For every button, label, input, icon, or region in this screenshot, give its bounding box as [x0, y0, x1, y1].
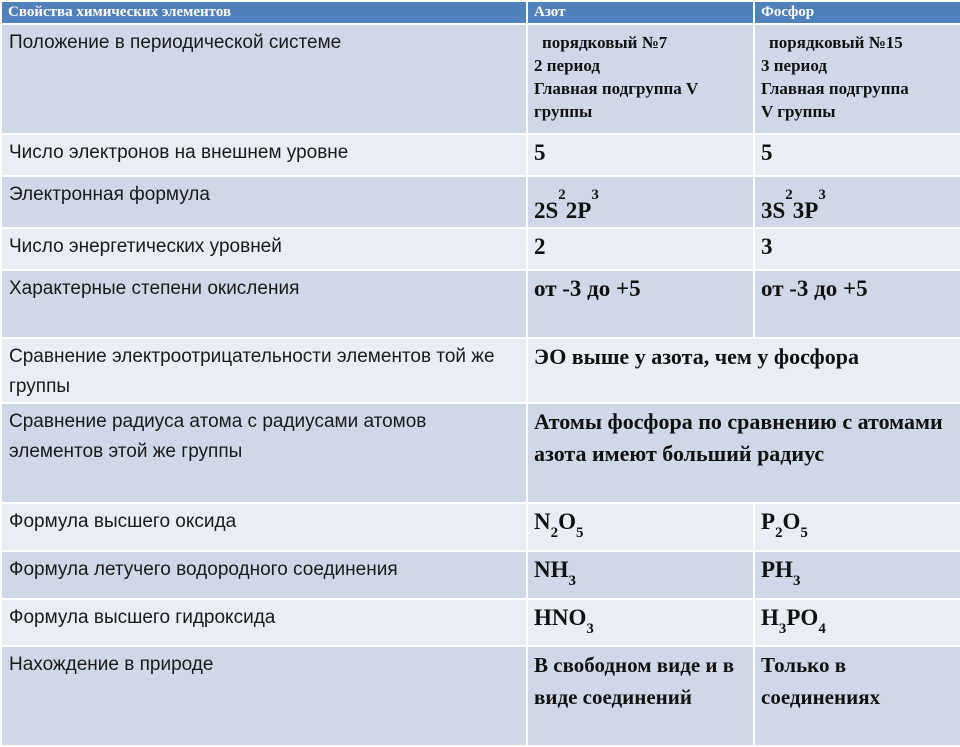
row-hydride	[1, 551, 960, 599]
label-formula: Электронная формула	[1, 176, 527, 228]
label-radius: Сравнение радиуса атома с радиусами атомов элементов этой же группы	[1, 403, 527, 503]
row-nature	[1, 646, 960, 746]
formula-part: 3P	[792, 198, 819, 224]
nitrogen-number: порядковый №7	[542, 33, 668, 52]
formula-sub: 2	[775, 525, 783, 542]
header-properties: Свойства химических элементов	[1, 1, 527, 24]
formula-part: 2P	[565, 198, 592, 224]
electronegativity-value: ЭО выше у азота, чем у фосфора	[527, 338, 960, 403]
formula-part: P	[761, 509, 776, 535]
nitrogen-hydride	[527, 551, 754, 599]
row-position	[1, 24, 960, 134]
label-electrons: Число электронов на внешнем уровне	[1, 134, 527, 176]
nitrogen-hydroxide	[527, 599, 754, 646]
formula-part: PH	[761, 557, 793, 583]
formula-sup: 3	[591, 187, 599, 203]
label-hydroxide: Формула высшего гидроксида	[1, 599, 527, 646]
formula-part: PO	[786, 605, 819, 631]
nitrogen-electrons: 5	[527, 134, 754, 176]
phosphorus-oxidation: от -3 до +5	[754, 270, 960, 338]
row-hydroxide	[1, 599, 960, 646]
formula-sup: 2	[558, 187, 566, 203]
formula-part: O	[558, 509, 576, 535]
formula-sup: 2	[785, 187, 793, 203]
row-electrons	[1, 134, 960, 176]
nitrogen-formula	[527, 176, 754, 228]
formula-part: 3S	[761, 198, 786, 224]
row-radius	[1, 403, 960, 503]
nitrogen-oxidation: от -3 до +5	[527, 270, 754, 338]
phosphorus-number: порядковый №15	[769, 33, 903, 52]
nitrogen-subgroup: Главная подгруппа V	[534, 79, 699, 98]
phosphorus-formula	[754, 176, 960, 228]
formula-sup: 3	[818, 187, 826, 203]
row-formula	[1, 176, 960, 228]
formula-part: H	[761, 605, 779, 631]
radius-value: Атомы фосфора по сравнению с атомами азота имеют больший радиус	[527, 403, 960, 503]
formula-sub: 3	[568, 573, 576, 590]
formula-sub: 4	[818, 621, 826, 638]
formula-sub: 3	[586, 621, 594, 638]
phosphorus-nature: Только в соединениях	[754, 646, 960, 746]
nitrogen-levels: 2	[527, 228, 754, 270]
row-oxidation	[1, 270, 960, 338]
formula-part: HNO	[534, 605, 587, 631]
phosphorus-levels: 3	[754, 228, 960, 270]
row-levels	[1, 228, 960, 270]
phosphorus-hydroxide	[754, 599, 960, 646]
phosphorus-period: 3 период	[761, 56, 827, 75]
label-nature: Нахождение в природе	[1, 646, 527, 746]
phosphorus-oxide	[754, 503, 960, 551]
label-oxide: Формула высшего оксида	[1, 503, 527, 551]
header-phosphorus: Фосфор	[754, 1, 960, 24]
header-row	[1, 1, 960, 24]
formula-sub: 3	[778, 621, 787, 638]
label-electronegativity: Сравнение электроотрицательности элементов той же группы	[1, 338, 527, 403]
formula-part: N	[534, 509, 551, 535]
phosphorus-electrons: 5	[754, 134, 960, 176]
row-oxide	[1, 503, 960, 551]
header-nitrogen: Азот	[527, 1, 754, 24]
row-electronegativity	[1, 338, 960, 403]
formula-sub: 5	[575, 525, 584, 542]
formula-part: 2S	[534, 198, 559, 224]
nitrogen-oxide	[527, 503, 754, 551]
phosphorus-group: V группы	[761, 102, 836, 121]
formula-sub: 3	[792, 573, 801, 590]
nitrogen-period: 2 период	[534, 56, 600, 75]
label-oxidation: Характерные степени окисления	[1, 270, 527, 338]
label-position: Положение в периодической системе	[1, 24, 527, 134]
phosphorus-hydride	[754, 551, 960, 599]
phosphorus-subgroup: Главная подгруппа	[761, 79, 909, 98]
label-levels: Число энергетических уровней	[1, 228, 527, 270]
formula-part: NH	[534, 557, 569, 583]
formula-part: O	[782, 509, 801, 535]
nitrogen-nature: В свободном виде и в виде соединений	[527, 646, 754, 746]
formula-sub: 5	[800, 525, 808, 542]
label-hydride: Формула летучего водородного соединения	[1, 551, 527, 599]
phosphorus-position	[754, 24, 960, 134]
formula-sub: 2	[550, 525, 559, 542]
nitrogen-position	[527, 24, 754, 134]
nitrogen-group: группы	[534, 102, 593, 121]
